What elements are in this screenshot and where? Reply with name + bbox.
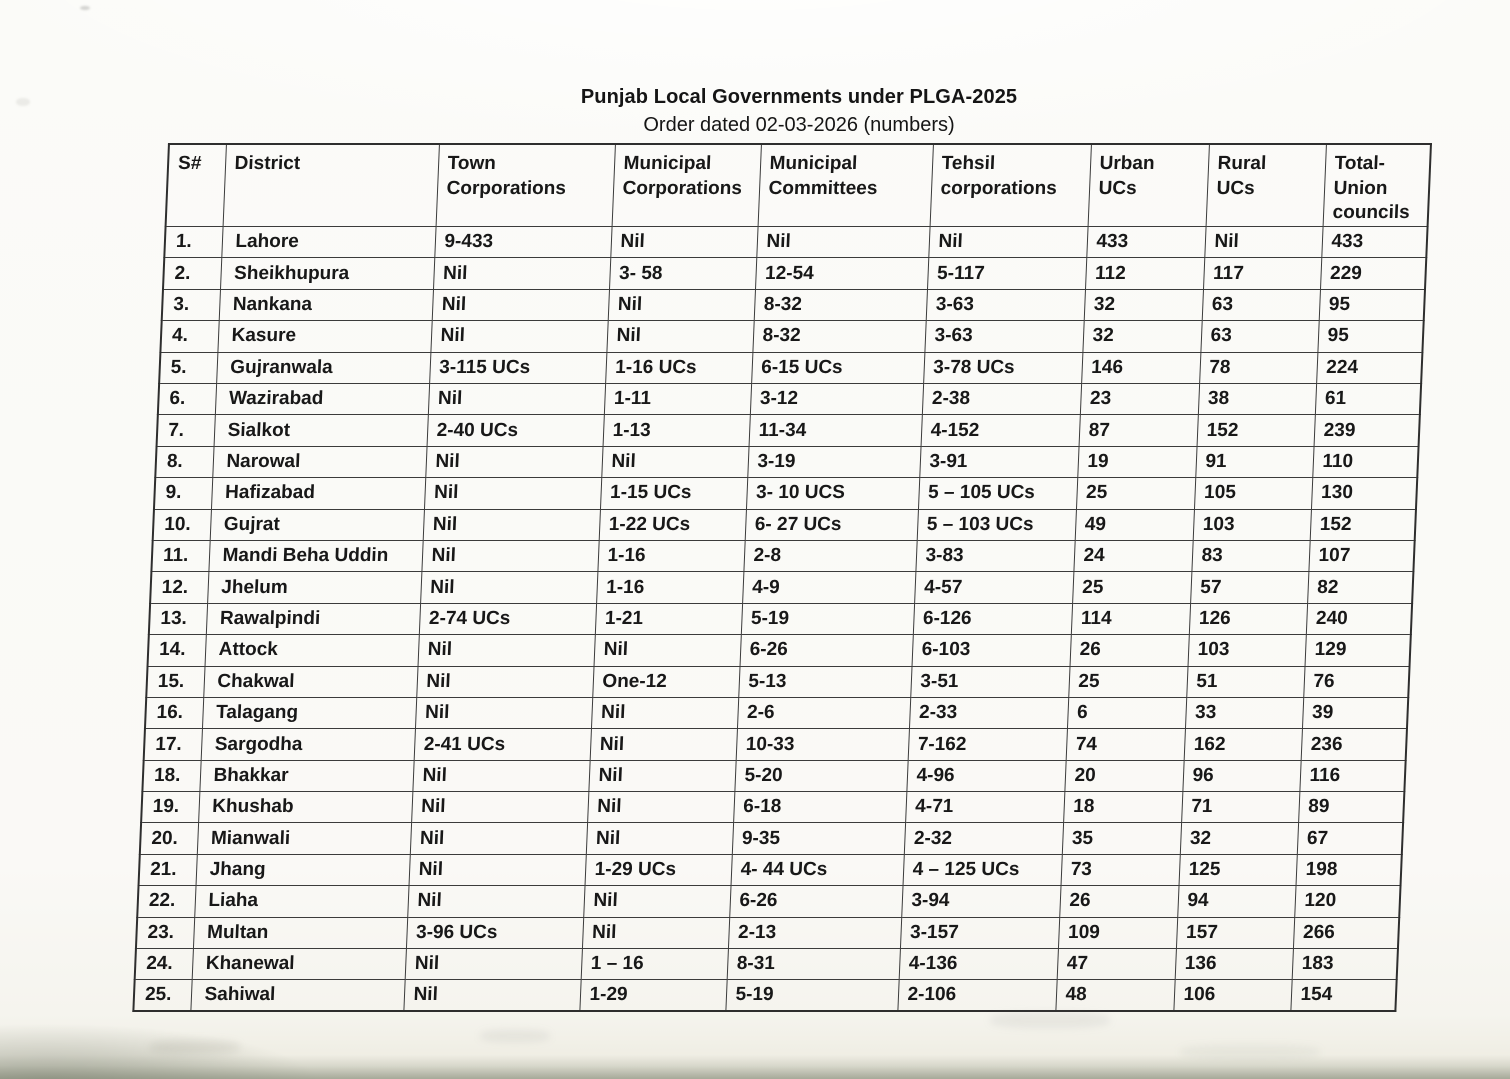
- cell-rural-ucs: 94: [1177, 886, 1295, 917]
- cell-district: Mianwali: [197, 823, 411, 854]
- cell-rural-ucs: 32: [1180, 823, 1298, 854]
- cell-urban-ucs: 25: [1068, 666, 1187, 697]
- cell-municipal-corporations: 1-13: [603, 415, 750, 446]
- cell-total-union-councils: 240: [1306, 603, 1412, 634]
- cell-tehsil-corporations: 4-96: [906, 760, 1065, 791]
- cell-rural-ucs: 33: [1185, 697, 1303, 728]
- cell-municipal-committees: 5-20: [734, 760, 907, 791]
- cell-urban-ucs: 26: [1070, 635, 1189, 666]
- cell-town-corporations: Nil: [433, 258, 610, 289]
- cell-rural-ucs: 78: [1199, 352, 1317, 383]
- cell-s-no: 10.: [153, 509, 211, 540]
- table-row: [162, 289, 1425, 320]
- cell-tehsil-corporations: 3-94: [901, 886, 1060, 917]
- cell-urban-ucs: 6: [1067, 697, 1186, 728]
- table-row: [148, 635, 1411, 666]
- cell-town-corporations: 2-74 UCs: [419, 603, 596, 634]
- cell-tehsil-corporations: 5 – 105 UCs: [918, 478, 1077, 509]
- cell-urban-ucs: 25: [1076, 478, 1195, 509]
- scan-bleedthrough-mark: [480, 1030, 550, 1042]
- column-header-rural-ucs: Rural UCs: [1206, 144, 1326, 227]
- cell-town-corporations: Nil: [416, 666, 593, 697]
- column-header-tehsil-corporations: Tehsil corporations: [930, 144, 1091, 227]
- cell-tehsil-corporations: 2-38: [922, 384, 1081, 415]
- cell-municipal-committees: 3-19: [747, 446, 920, 477]
- cell-municipal-committees: 2-6: [737, 697, 910, 728]
- cell-tehsil-corporations: 5-117: [927, 258, 1086, 289]
- cell-rural-ucs: 57: [1190, 572, 1308, 603]
- cell-municipal-committees: 3-12: [750, 384, 923, 415]
- cell-total-union-councils: 89: [1298, 792, 1404, 823]
- cell-municipal-committees: 8-31: [727, 949, 900, 980]
- cell-s-no: 25.: [133, 980, 191, 1011]
- cell-district: Khanewal: [192, 949, 406, 980]
- cell-s-no: 4.: [160, 321, 218, 352]
- cell-municipal-corporations: Nil: [582, 917, 729, 948]
- table-row: [163, 258, 1426, 289]
- cell-s-no: 2.: [163, 258, 221, 289]
- cell-district: Chakwal: [203, 666, 417, 697]
- cell-municipal-committees: 6-26: [740, 635, 913, 666]
- document-subtitle: Order dated 02-03-2026 (numbers): [643, 114, 955, 136]
- cell-total-union-councils: 107: [1308, 540, 1414, 571]
- cell-s-no: 6.: [158, 384, 216, 415]
- cell-urban-ucs: 26: [1059, 886, 1178, 917]
- cell-tehsil-corporations: 4-136: [899, 949, 1058, 980]
- cell-town-corporations: Nil: [432, 289, 609, 320]
- cell-s-no: 15.: [146, 666, 204, 697]
- column-header-municipal-committees: Municipal Committees: [758, 144, 933, 227]
- scan-edge-shadow: [0, 1055, 1510, 1079]
- cell-town-corporations: Nil: [407, 886, 584, 917]
- cell-municipal-corporations: Nil: [586, 823, 733, 854]
- cell-district: Sahiwal: [190, 980, 404, 1011]
- cell-tehsil-corporations: 6-126: [913, 603, 1072, 634]
- cell-tehsil-corporations: 2-32: [904, 823, 1063, 854]
- cell-town-corporations: Nil: [421, 540, 598, 571]
- cell-urban-ucs: 19: [1077, 446, 1196, 477]
- cell-urban-ucs: 23: [1080, 384, 1199, 415]
- cell-municipal-committees: 5-13: [738, 666, 911, 697]
- cell-district: Bhakkar: [199, 760, 413, 791]
- cell-municipal-committees: 10-33: [736, 729, 909, 760]
- cell-total-union-councils: 39: [1302, 697, 1408, 728]
- cell-tehsil-corporations: 6-103: [912, 635, 1071, 666]
- cell-total-union-councils: 95: [1317, 321, 1423, 352]
- cell-district: Multan: [193, 917, 407, 948]
- cell-s-no: 11.: [151, 540, 209, 571]
- cell-municipal-corporations: 1-29 UCs: [585, 854, 732, 885]
- cell-municipal-committees: 12-54: [755, 258, 928, 289]
- table-header: [166, 144, 1431, 227]
- cell-rural-ucs: 83: [1191, 540, 1309, 571]
- cell-urban-ucs: 87: [1079, 415, 1198, 446]
- cell-district: Khushab: [198, 792, 412, 823]
- table-row: [154, 478, 1417, 509]
- cell-town-corporations: Nil: [418, 635, 595, 666]
- cell-municipal-committees: 5-19: [741, 603, 914, 634]
- scan-corner-smudge: [0, 1023, 320, 1079]
- cell-total-union-councils: 236: [1301, 729, 1407, 760]
- cell-total-union-councils: 152: [1310, 509, 1416, 540]
- cell-tehsil-corporations: 3-91: [919, 446, 1078, 477]
- cell-municipal-corporations: Nil: [601, 446, 748, 477]
- cell-total-union-councils: 116: [1299, 760, 1405, 791]
- cell-s-no: 22.: [137, 886, 195, 917]
- cell-urban-ucs: 25: [1072, 572, 1191, 603]
- cell-rural-ucs: 105: [1194, 478, 1312, 509]
- table-row: [141, 792, 1404, 823]
- table-row: [133, 980, 1396, 1011]
- header-row: [166, 144, 1431, 227]
- cell-s-no: 13.: [149, 603, 207, 634]
- cell-tehsil-corporations: 3-51: [910, 666, 1069, 697]
- cell-district: Jhelum: [207, 572, 421, 603]
- cell-municipal-corporations: Nil: [608, 289, 755, 320]
- cell-municipal-corporations: 1-22 UCs: [599, 509, 746, 540]
- cell-s-no: 19.: [141, 792, 199, 823]
- table-row: [157, 415, 1420, 446]
- cell-s-no: 5.: [159, 352, 217, 383]
- cell-tehsil-corporations: 3-63: [924, 321, 1083, 352]
- cell-district: Sargodha: [201, 729, 415, 760]
- cell-rural-ucs: 103: [1193, 509, 1311, 540]
- cell-district: Gujranwala: [216, 352, 430, 383]
- cell-total-union-councils: 110: [1312, 446, 1418, 477]
- cell-town-corporations: Nil: [415, 697, 592, 728]
- cell-town-corporations: Nil: [410, 823, 587, 854]
- cell-total-union-councils: 433: [1321, 227, 1427, 258]
- cell-district: Liaha: [194, 886, 408, 917]
- cell-district: Sheikhupura: [220, 258, 434, 289]
- cell-urban-ucs: 32: [1082, 321, 1201, 352]
- cell-urban-ucs: 35: [1062, 823, 1181, 854]
- cell-rural-ucs: 51: [1186, 666, 1304, 697]
- column-header-total-union-councils: Total- Union councils: [1323, 144, 1431, 227]
- cell-municipal-committees: 2-13: [728, 917, 901, 948]
- cell-total-union-councils: 82: [1307, 572, 1413, 603]
- cell-municipal-corporations: Nil: [594, 635, 741, 666]
- cell-town-corporations: Nil: [420, 572, 597, 603]
- cell-tehsil-corporations: 4-57: [914, 572, 1073, 603]
- table-row: [136, 917, 1399, 948]
- cell-rural-ucs: 96: [1182, 760, 1300, 791]
- table-row: [139, 854, 1402, 885]
- cell-town-corporations: 2-40 UCs: [427, 415, 604, 446]
- column-header-s-no: S#: [166, 144, 226, 227]
- cell-total-union-councils: 266: [1293, 917, 1399, 948]
- cell-tehsil-corporations: 3-157: [900, 917, 1059, 948]
- cell-district: Jhang: [196, 854, 410, 885]
- cell-town-corporations: Nil: [428, 384, 605, 415]
- cell-municipal-corporations: Nil: [610, 227, 757, 258]
- cell-urban-ucs: 24: [1073, 540, 1192, 571]
- cell-municipal-corporations: 1-21: [595, 603, 742, 634]
- cell-total-union-councils: 224: [1316, 352, 1422, 383]
- cell-municipal-corporations: 1-16 UCs: [605, 352, 752, 383]
- cell-tehsil-corporations: 4 – 125 UCs: [903, 854, 1062, 885]
- document-title: Punjab Local Governments under PLGA-2025: [580, 86, 1018, 108]
- cell-town-corporations: 9-433: [434, 227, 611, 258]
- cell-tehsil-corporations: 7-162: [908, 729, 1067, 760]
- cell-urban-ucs: 114: [1071, 603, 1190, 634]
- table-row: [153, 509, 1416, 540]
- cell-municipal-corporations: Nil: [590, 729, 737, 760]
- cell-district: Hafizabad: [211, 478, 425, 509]
- cell-municipal-corporations: 1-16: [596, 572, 743, 603]
- table-row: [155, 446, 1418, 477]
- table-row: [137, 886, 1400, 917]
- cell-town-corporations: Nil: [409, 854, 586, 885]
- cell-town-corporations: Nil: [405, 949, 582, 980]
- table-row: [159, 352, 1422, 383]
- cell-town-corporations: Nil: [412, 760, 589, 791]
- cell-municipal-corporations: 1 – 16: [581, 949, 728, 980]
- cell-urban-ucs: 433: [1086, 227, 1205, 258]
- cell-rural-ucs: 157: [1176, 917, 1294, 948]
- cell-district: Kasure: [217, 321, 431, 352]
- scan-bleedthrough-mark: [1180, 1045, 1320, 1059]
- cell-municipal-corporations: Nil: [587, 792, 734, 823]
- cell-s-no: 12.: [150, 572, 208, 603]
- cell-municipal-committees: 11-34: [749, 415, 922, 446]
- table-row: [149, 603, 1412, 634]
- cell-tehsil-corporations: 3-78 UCs: [923, 352, 1082, 383]
- cell-s-no: 20.: [140, 823, 198, 854]
- cell-s-no: 23.: [136, 917, 194, 948]
- cell-rural-ucs: 162: [1184, 729, 1302, 760]
- cell-s-no: 21.: [139, 854, 197, 885]
- cell-municipal-corporations: 1-15 UCs: [600, 478, 747, 509]
- cell-town-corporations: 3-96 UCs: [406, 917, 583, 948]
- cell-rural-ucs: 38: [1198, 384, 1316, 415]
- cell-municipal-committees: 2-8: [743, 540, 916, 571]
- cell-tehsil-corporations: 2-33: [909, 697, 1068, 728]
- cell-urban-ucs: 49: [1075, 509, 1194, 540]
- cell-tehsil-corporations: 2-106: [897, 980, 1056, 1011]
- cell-municipal-corporations: 3- 58: [609, 258, 756, 289]
- cell-municipal-committees: Nil: [756, 227, 929, 258]
- cell-municipal-committees: 4- 44 UCs: [731, 854, 904, 885]
- cell-rural-ucs: 106: [1173, 980, 1291, 1011]
- cell-total-union-councils: 130: [1311, 478, 1417, 509]
- cell-municipal-committees: 9-35: [732, 823, 905, 854]
- cell-tehsil-corporations: 3-63: [926, 289, 1085, 320]
- cell-tehsil-corporations: 4-71: [905, 792, 1064, 823]
- table-row: [142, 760, 1405, 791]
- cell-total-union-councils: 154: [1290, 980, 1396, 1011]
- table-row: [150, 572, 1413, 603]
- cell-total-union-councils: 129: [1305, 635, 1411, 666]
- cell-s-no: 18.: [142, 760, 200, 791]
- cell-municipal-committees: 5-19: [725, 980, 898, 1011]
- column-header-district: District: [223, 144, 439, 227]
- cell-district: Attock: [205, 635, 419, 666]
- cell-municipal-corporations: Nil: [583, 886, 730, 917]
- cell-town-corporations: Nil: [424, 478, 601, 509]
- cell-rural-ucs: 126: [1189, 603, 1307, 634]
- table-row: [135, 949, 1398, 980]
- cell-rural-ucs: 117: [1203, 258, 1321, 289]
- cell-district: Mandi Beha Uddin: [208, 540, 422, 571]
- cell-district: Nankana: [219, 289, 433, 320]
- local-governments-table: [132, 143, 1432, 1012]
- cell-s-no: 16.: [145, 697, 203, 728]
- cell-district: Rawalpindi: [206, 603, 420, 634]
- cell-urban-ucs: 73: [1061, 854, 1180, 885]
- cell-town-corporations: Nil: [403, 980, 580, 1011]
- cell-tehsil-corporations: Nil: [928, 227, 1087, 258]
- cell-total-union-councils: 67: [1297, 823, 1403, 854]
- cell-municipal-corporations: 1-11: [604, 384, 751, 415]
- cell-municipal-committees: 6- 27 UCs: [745, 509, 918, 540]
- cell-s-no: 7.: [157, 415, 215, 446]
- cell-municipal-corporations: Nil: [588, 760, 735, 791]
- table-row: [158, 384, 1421, 415]
- cell-town-corporations: 3-115 UCs: [429, 352, 606, 383]
- cell-urban-ucs: 109: [1058, 917, 1177, 948]
- local-governments-table-wrap: [132, 143, 1430, 1012]
- cell-rural-ucs: 152: [1197, 415, 1315, 446]
- cell-urban-ucs: 32: [1084, 289, 1203, 320]
- table-row: [145, 697, 1408, 728]
- cell-total-union-councils: 239: [1314, 415, 1420, 446]
- cell-urban-ucs: 48: [1055, 980, 1174, 1011]
- cell-town-corporations: Nil: [425, 446, 602, 477]
- column-header-municipal-corporations: Municipal Corporations: [612, 144, 761, 227]
- cell-district: Narowal: [212, 446, 426, 477]
- cell-s-no: 3.: [162, 289, 220, 320]
- cell-rural-ucs: 136: [1175, 949, 1293, 980]
- cell-s-no: 1.: [164, 227, 222, 258]
- cell-s-no: 8.: [155, 446, 213, 477]
- cell-total-union-councils: 229: [1320, 258, 1426, 289]
- cell-rural-ucs: 63: [1200, 321, 1318, 352]
- cell-district: Sialkot: [214, 415, 428, 446]
- cell-district: Gujrat: [210, 509, 424, 540]
- cell-rural-ucs: 63: [1202, 289, 1320, 320]
- cell-urban-ucs: 74: [1066, 729, 1185, 760]
- cell-total-union-councils: 120: [1294, 886, 1400, 917]
- cell-town-corporations: Nil: [411, 792, 588, 823]
- table-row: [151, 540, 1414, 571]
- cell-total-union-councils: 76: [1303, 666, 1409, 697]
- cell-municipal-corporations: One-12: [592, 666, 739, 697]
- scan-bleedthrough-mark: [990, 1012, 1110, 1028]
- cell-rural-ucs: 91: [1195, 446, 1313, 477]
- cell-total-union-councils: 198: [1296, 854, 1402, 885]
- cell-urban-ucs: 146: [1081, 352, 1200, 383]
- cell-rural-ucs: 71: [1181, 792, 1299, 823]
- cell-urban-ucs: 112: [1085, 258, 1204, 289]
- cell-tehsil-corporations: 5 – 103 UCs: [917, 509, 1076, 540]
- cell-municipal-corporations: 1-16: [597, 540, 744, 571]
- cell-municipal-corporations: Nil: [591, 697, 738, 728]
- cell-town-corporations: Nil: [430, 321, 607, 352]
- cell-district: Talagang: [202, 697, 416, 728]
- cell-rural-ucs: Nil: [1204, 227, 1322, 258]
- cell-s-no: 17.: [144, 729, 202, 760]
- column-header-town-corporations: Town Corporations: [436, 144, 615, 227]
- scan-speck: [80, 6, 90, 10]
- cell-tehsil-corporations: 4-152: [921, 415, 1080, 446]
- cell-rural-ucs: 125: [1179, 854, 1297, 885]
- cell-rural-ucs: 103: [1188, 635, 1306, 666]
- table-body: [133, 227, 1427, 1012]
- cell-municipal-committees: 8-32: [754, 289, 927, 320]
- cell-municipal-committees: 3- 10 UCS: [746, 478, 919, 509]
- cell-total-union-councils: 61: [1315, 384, 1421, 415]
- cell-town-corporations: Nil: [423, 509, 600, 540]
- cell-s-no: 24.: [135, 949, 193, 980]
- cell-municipal-corporations: 1-29: [579, 980, 726, 1011]
- table-row: [164, 227, 1427, 258]
- cell-s-no: 14.: [148, 635, 206, 666]
- cell-total-union-councils: 95: [1319, 289, 1425, 320]
- cell-tehsil-corporations: 3-83: [915, 540, 1074, 571]
- scan-speck: [16, 98, 30, 106]
- scan-bleedthrough-mark: [150, 1040, 240, 1054]
- cell-municipal-committees: 4-9: [742, 572, 915, 603]
- cell-s-no: 9.: [154, 478, 212, 509]
- cell-town-corporations: 2-41 UCs: [414, 729, 591, 760]
- cell-urban-ucs: 47: [1057, 949, 1176, 980]
- cell-district: Wazirabad: [215, 384, 429, 415]
- cell-municipal-committees: 8-32: [752, 321, 925, 352]
- cell-municipal-committees: 6-26: [729, 886, 902, 917]
- cell-district: Lahore: [221, 227, 435, 258]
- cell-urban-ucs: 18: [1063, 792, 1182, 823]
- table-row: [160, 321, 1423, 352]
- cell-municipal-committees: 6-18: [733, 792, 906, 823]
- cell-municipal-committees: 6-15 UCs: [751, 352, 924, 383]
- column-header-urban-ucs: Urban UCs: [1088, 144, 1209, 227]
- table-row: [140, 823, 1403, 854]
- cell-total-union-councils: 183: [1292, 949, 1398, 980]
- cell-urban-ucs: 20: [1064, 760, 1183, 791]
- table-row: [144, 729, 1407, 760]
- table-row: [146, 666, 1409, 697]
- document-header: [168, 85, 1430, 137]
- cell-municipal-corporations: Nil: [606, 321, 753, 352]
